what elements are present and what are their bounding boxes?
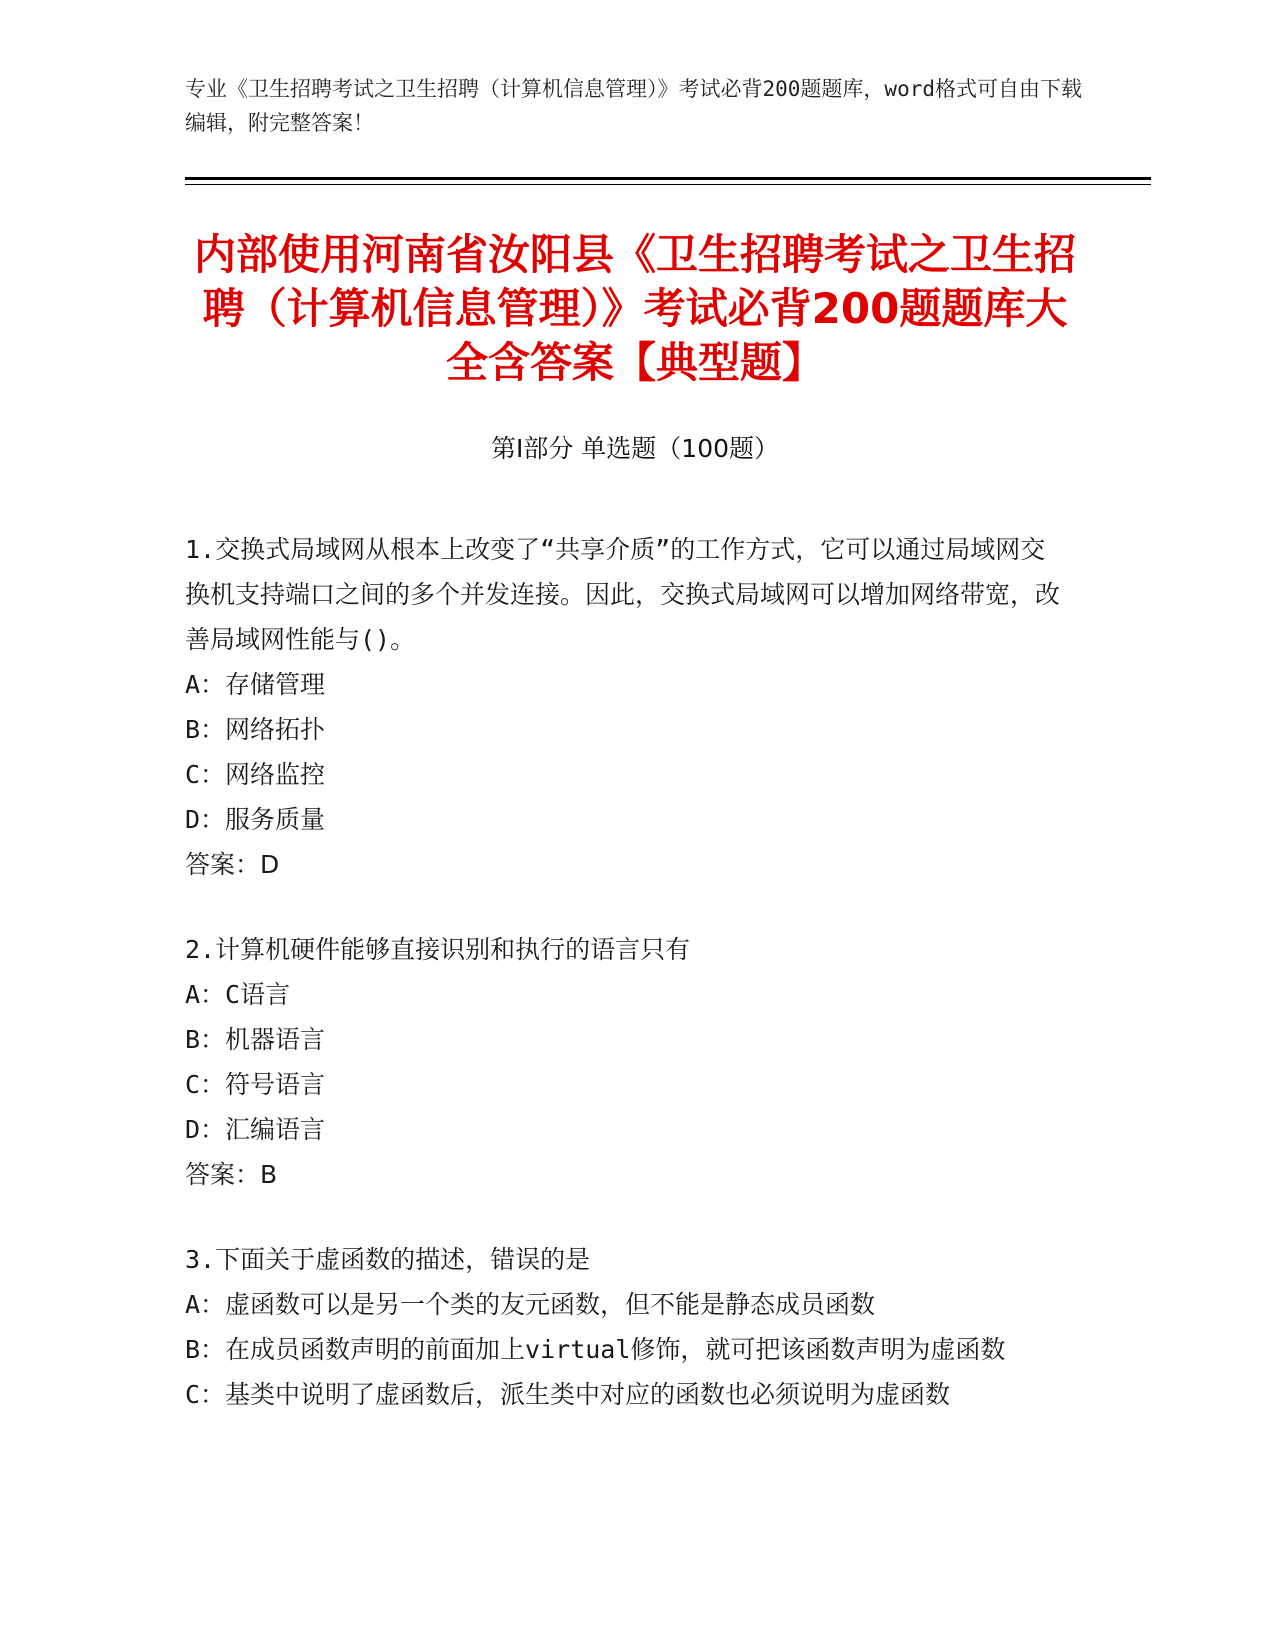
option-d: D：服务质量 [185, 805, 326, 834]
question-1 [185, 527, 1065, 887]
header-text: 专业《卫生招聘考试之卫生招聘（计算机信息管理）》考试必背200题题库，word格式可自由下载编辑，附完整答案！ [185, 77, 1082, 135]
option-d: D：汇编语言 [185, 1115, 326, 1144]
question-3 [185, 1237, 1065, 1417]
answer-line: 答案：B [185, 1160, 278, 1189]
question-stem: 2.计算机硬件能够直接识别和执行的语言只有 [185, 935, 691, 964]
option-b: B：在成员函数声明的前面加上virtual修饰，就可把该函数声明为虚函数 [185, 1335, 1006, 1364]
option-c: C：符号语言 [185, 1070, 326, 1099]
question-2 [185, 927, 1065, 1197]
question-stem: 1.交换式局域网从根本上改变了“共享介质”的工作方式，它可以通过局域网交换机支持端口之间的多个并发连接。因此，交换式局域网可以增加网络带宽，改善局域网性能与()。 [185, 535, 1061, 654]
section-title: 第Ⅰ部分 单选题（100题） [490, 434, 780, 463]
document-header [185, 72, 1085, 140]
question-stem: 3.下面关于虚函数的描述，错误的是 [185, 1245, 591, 1274]
header-divider-thin [185, 184, 1151, 185]
option-a: A：C语言 [185, 980, 291, 1009]
answer-line: 答案：D [185, 850, 280, 879]
header-divider-thick [185, 177, 1151, 180]
option-b: B：网络拓扑 [185, 715, 326, 744]
question-list [185, 527, 1065, 1457]
option-a: A：虚函数可以是另一个类的友元函数，但不能是静态成员函数 [185, 1290, 876, 1319]
document-title: 内部使用河南省汝阳县《卫生招聘考试之卫生招聘（计算机信息管理）》考试必背200题题库大全含答案【典型题】 [193, 230, 1076, 387]
option-a: A：存储管理 [185, 670, 326, 699]
option-b: B：机器语言 [185, 1025, 326, 1054]
option-c: C：基类中说明了虚函数后，派生类中对应的函数也必须说明为虚函数 [185, 1380, 951, 1409]
option-c: C：网络监控 [185, 760, 326, 789]
